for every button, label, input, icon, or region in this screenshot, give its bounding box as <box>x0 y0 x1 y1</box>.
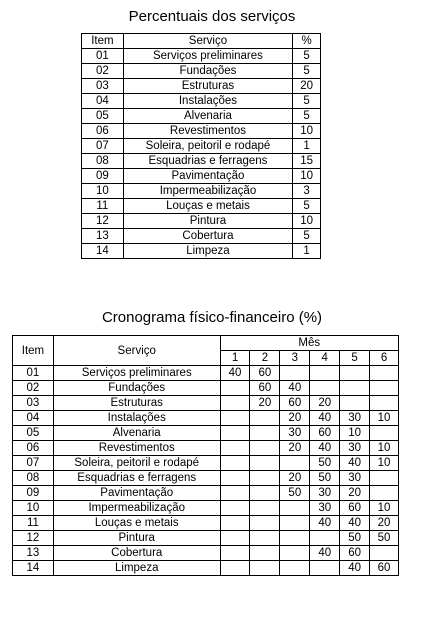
month-value-cell: 60 <box>250 381 280 396</box>
table-row <box>13 366 399 381</box>
table-row <box>13 561 399 576</box>
month-value-cell: 20 <box>280 441 310 456</box>
month-value-cell: 30 <box>340 441 370 456</box>
month-value-cell <box>220 411 250 426</box>
percent-cell: 5 <box>293 109 321 124</box>
month-value-cell <box>280 366 310 381</box>
month-value-cell: 10 <box>370 501 399 516</box>
percent-cell: 20 <box>293 79 321 94</box>
service-cell: Impermeabilização <box>53 501 220 516</box>
item-cell: 13 <box>82 229 124 244</box>
table2-header-service: Serviço <box>53 336 220 366</box>
month-value-cell <box>370 396 399 411</box>
month-value-cell: 60 <box>340 546 370 561</box>
item-cell: 06 <box>82 124 124 139</box>
service-cell: Limpeza <box>53 561 220 576</box>
month-value-cell <box>310 561 340 576</box>
month-value-cell: 40 <box>340 456 370 471</box>
table2-header-month: Mês <box>220 336 398 351</box>
table-row <box>82 214 321 229</box>
table-row <box>82 154 321 169</box>
table-row <box>13 531 399 546</box>
month-value-cell <box>250 441 280 456</box>
table-row <box>13 501 399 516</box>
table2-header-item: Item <box>13 336 54 366</box>
table-row <box>82 124 321 139</box>
month-header-cell: 6 <box>370 351 399 366</box>
table-row <box>82 184 321 199</box>
month-value-cell: 20 <box>280 471 310 486</box>
table-row <box>13 546 399 561</box>
table-row <box>13 396 399 411</box>
service-cell: Serviços preliminares <box>53 366 220 381</box>
table-row <box>82 79 321 94</box>
table1-header-item: Item <box>82 34 124 49</box>
month-value-cell <box>250 456 280 471</box>
month-value-cell: 30 <box>280 426 310 441</box>
item-cell: 03 <box>13 396 54 411</box>
item-cell: 01 <box>82 49 124 64</box>
month-value-cell <box>370 486 399 501</box>
month-value-cell <box>220 546 250 561</box>
month-value-cell: 50 <box>310 456 340 471</box>
service-cell: Cobertura <box>53 546 220 561</box>
month-value-cell <box>220 381 250 396</box>
service-cell: Pintura <box>53 531 220 546</box>
item-cell: 06 <box>13 441 54 456</box>
month-value-cell <box>220 471 250 486</box>
month-value-cell <box>220 486 250 501</box>
month-value-cell: 60 <box>310 426 340 441</box>
month-value-cell: 40 <box>310 546 340 561</box>
item-cell: 03 <box>82 79 124 94</box>
month-value-cell <box>310 531 340 546</box>
month-value-cell: 60 <box>250 366 280 381</box>
month-value-cell <box>220 501 250 516</box>
percent-cell: 1 <box>293 244 321 259</box>
service-cell: Soleira, peitoril e rodapé <box>53 456 220 471</box>
service-cell: Alvenaria <box>123 109 292 124</box>
item-cell: 10 <box>13 501 54 516</box>
month-value-cell: 30 <box>310 501 340 516</box>
month-value-cell <box>280 531 310 546</box>
service-cell: Alvenaria <box>53 426 220 441</box>
schedule-table <box>12 335 399 576</box>
item-cell: 04 <box>82 94 124 109</box>
item-cell: 12 <box>82 214 124 229</box>
month-value-cell: 60 <box>280 396 310 411</box>
percent-cell: 10 <box>293 214 321 229</box>
table1-header-service: Serviço <box>123 34 292 49</box>
service-cell: Cobertura <box>123 229 292 244</box>
service-cell: Revestimentos <box>53 441 220 456</box>
month-value-cell: 40 <box>310 411 340 426</box>
item-cell: 09 <box>82 169 124 184</box>
month-value-cell <box>250 546 280 561</box>
month-value-cell <box>340 381 370 396</box>
month-header-cell: 1 <box>220 351 250 366</box>
table-row <box>13 486 399 501</box>
item-cell: 05 <box>82 109 124 124</box>
item-cell: 01 <box>13 366 54 381</box>
month-value-cell <box>280 546 310 561</box>
month-value-cell <box>310 366 340 381</box>
month-value-cell <box>250 471 280 486</box>
service-cell: Estruturas <box>53 396 220 411</box>
service-cell: Pintura <box>123 214 292 229</box>
item-cell: 12 <box>13 531 54 546</box>
percent-cell: 5 <box>293 64 321 79</box>
service-cell: Fundações <box>53 381 220 396</box>
month-value-cell <box>280 456 310 471</box>
table-row <box>13 426 399 441</box>
table1-header-row <box>82 34 321 49</box>
percent-cell: 15 <box>293 154 321 169</box>
month-value-cell <box>250 426 280 441</box>
service-cell: Revestimentos <box>123 124 292 139</box>
service-cell: Instalações <box>123 94 292 109</box>
table-row <box>82 229 321 244</box>
table1-header-percent: % <box>293 34 321 49</box>
month-value-cell: 20 <box>340 486 370 501</box>
service-cell: Fundações <box>123 64 292 79</box>
month-value-cell: 40 <box>280 381 310 396</box>
table-row <box>13 471 399 486</box>
table2-header-row-1 <box>13 336 399 351</box>
item-cell: 07 <box>13 456 54 471</box>
service-cell: Pavimentação <box>123 169 292 184</box>
percent-cell: 3 <box>293 184 321 199</box>
table-row <box>82 64 321 79</box>
table-row <box>82 169 321 184</box>
month-value-cell <box>340 396 370 411</box>
month-value-cell <box>250 531 280 546</box>
month-value-cell <box>250 501 280 516</box>
month-value-cell: 50 <box>310 471 340 486</box>
month-value-cell: 40 <box>340 561 370 576</box>
item-cell: 08 <box>13 471 54 486</box>
table-row <box>82 94 321 109</box>
month-value-cell: 60 <box>340 501 370 516</box>
service-cell: Estruturas <box>123 79 292 94</box>
month-value-cell: 50 <box>370 531 399 546</box>
service-cell: Louças e metais <box>123 199 292 214</box>
month-value-cell: 30 <box>310 486 340 501</box>
month-value-cell <box>250 411 280 426</box>
item-cell: 10 <box>82 184 124 199</box>
month-value-cell: 30 <box>340 471 370 486</box>
month-value-cell: 60 <box>370 561 399 576</box>
month-value-cell <box>280 501 310 516</box>
percent-cell: 5 <box>293 94 321 109</box>
month-value-cell: 40 <box>220 366 250 381</box>
table-row <box>82 139 321 154</box>
month-value-cell <box>280 516 310 531</box>
item-cell: 14 <box>13 561 54 576</box>
item-cell: 07 <box>82 139 124 154</box>
item-cell: 11 <box>82 199 124 214</box>
month-value-cell: 20 <box>310 396 340 411</box>
month-value-cell <box>310 381 340 396</box>
month-value-cell <box>220 561 250 576</box>
percent-cell: 5 <box>293 49 321 64</box>
month-value-cell <box>220 441 250 456</box>
item-cell: 02 <box>82 64 124 79</box>
services-percent-table <box>81 33 321 259</box>
item-cell: 08 <box>82 154 124 169</box>
percent-cell: 10 <box>293 169 321 184</box>
month-value-cell: 20 <box>250 396 280 411</box>
month-value-cell <box>220 396 250 411</box>
month-header-cell: 3 <box>280 351 310 366</box>
month-value-cell <box>340 366 370 381</box>
month-value-cell <box>250 516 280 531</box>
month-value-cell: 50 <box>280 486 310 501</box>
table-row <box>13 456 399 471</box>
item-cell: 11 <box>13 516 54 531</box>
month-value-cell <box>220 426 250 441</box>
item-cell: 13 <box>13 546 54 561</box>
table-row <box>82 244 321 259</box>
service-cell: Esquadrias e ferragens <box>53 471 220 486</box>
month-value-cell <box>220 516 250 531</box>
month-value-cell: 40 <box>310 516 340 531</box>
month-value-cell: 40 <box>340 516 370 531</box>
month-value-cell: 10 <box>370 441 399 456</box>
month-value-cell: 10 <box>340 426 370 441</box>
month-header-cell: 4 <box>310 351 340 366</box>
table2-title: Cronograma físico-financeiro (%) <box>101 309 323 326</box>
service-cell: Pavimentação <box>53 486 220 501</box>
month-value-cell <box>370 381 399 396</box>
item-cell: 09 <box>13 486 54 501</box>
table-row <box>13 441 399 456</box>
month-value-cell <box>370 366 399 381</box>
month-value-cell <box>370 471 399 486</box>
percent-cell: 5 <box>293 199 321 214</box>
table-row <box>13 411 399 426</box>
month-header-cell: 2 <box>250 351 280 366</box>
month-value-cell <box>250 561 280 576</box>
table-row <box>82 49 321 64</box>
month-value-cell <box>370 546 399 561</box>
table1-title: Percentuais dos serviços <box>128 8 296 25</box>
table-row <box>13 516 399 531</box>
percent-cell: 10 <box>293 124 321 139</box>
month-value-cell <box>220 531 250 546</box>
month-value-cell <box>280 561 310 576</box>
month-value-cell: 20 <box>370 516 399 531</box>
month-header-cell: 5 <box>340 351 370 366</box>
month-value-cell: 10 <box>370 456 399 471</box>
service-cell: Impermeabilização <box>123 184 292 199</box>
table-row <box>13 381 399 396</box>
percent-cell: 5 <box>293 229 321 244</box>
month-value-cell: 30 <box>340 411 370 426</box>
item-cell: 05 <box>13 426 54 441</box>
service-cell: Louças e metais <box>53 516 220 531</box>
month-value-cell: 40 <box>310 441 340 456</box>
service-cell: Instalações <box>53 411 220 426</box>
item-cell: 14 <box>82 244 124 259</box>
item-cell: 02 <box>13 381 54 396</box>
percent-cell: 1 <box>293 139 321 154</box>
service-cell: Serviços preliminares <box>123 49 292 64</box>
table-row <box>82 109 321 124</box>
table-row <box>82 199 321 214</box>
month-value-cell: 50 <box>340 531 370 546</box>
month-value-cell <box>370 426 399 441</box>
month-value-cell: 20 <box>280 411 310 426</box>
service-cell: Esquadrias e ferragens <box>123 154 292 169</box>
item-cell: 04 <box>13 411 54 426</box>
month-value-cell: 10 <box>370 411 399 426</box>
service-cell: Limpeza <box>123 244 292 259</box>
month-value-cell <box>220 456 250 471</box>
month-value-cell <box>250 486 280 501</box>
service-cell: Soleira, peitoril e rodapé <box>123 139 292 154</box>
